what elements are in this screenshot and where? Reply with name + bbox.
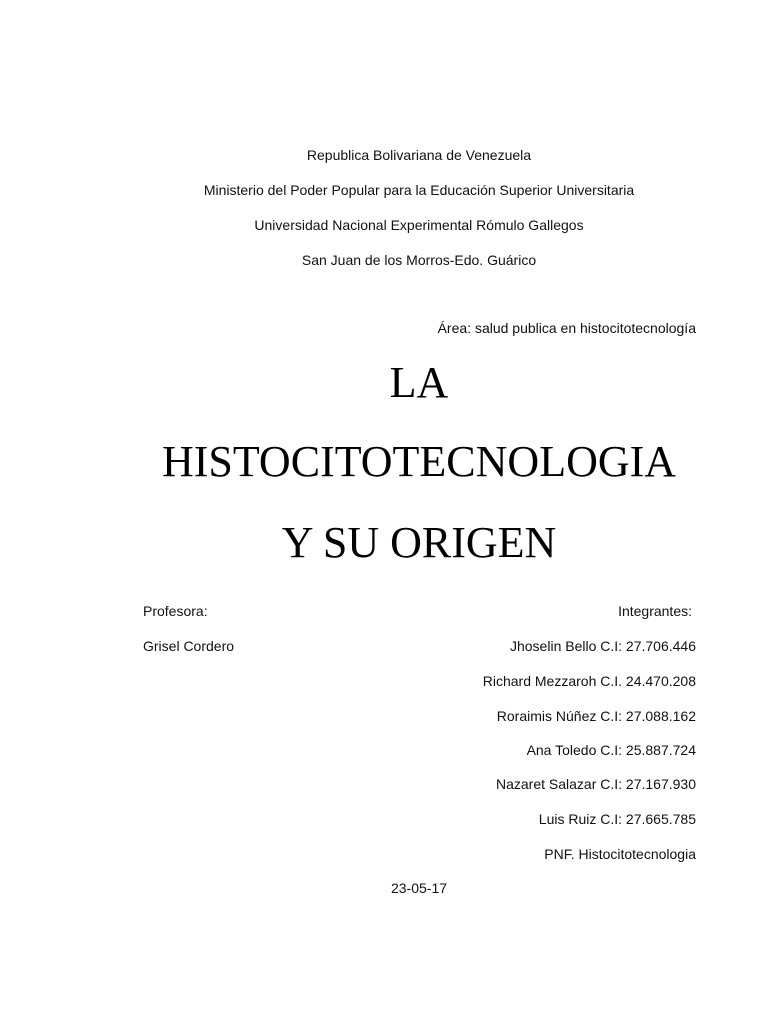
member-item: Jhoselin Bello C.I: 27.706.446 [509, 638, 696, 654]
member-item: Roraimis Núñez C.I: 27.088.162 [496, 708, 696, 724]
document-date: 23-05-17 [390, 880, 448, 896]
members-label: Integrantes: [618, 603, 692, 619]
area-label: Área: salud publica en histocitotecnología [437, 320, 696, 336]
title-line-2: HISTOCITOTECNOLOGIA [161, 437, 677, 486]
header-location: San Juan de los Morros-Edo. Guárico [301, 252, 537, 268]
member-item: Ana Toledo C.I: 25.887.724 [526, 742, 696, 758]
member-item: Richard Mezzaroh C.I. 24.470.208 [482, 673, 696, 689]
member-item: Luis Ruiz C.I: 27.665.785 [538, 811, 696, 827]
title-line-1: LA [389, 358, 449, 407]
member-item: Nazaret Salazar C.I: 27.167.930 [495, 776, 696, 792]
header-ministry: Ministerio del Poder Popular para la Educación Superior Universitaria [203, 182, 635, 198]
professor-label: Profesora: [143, 603, 208, 619]
program-label: PNF. Histocitotecnologia [544, 846, 696, 862]
professor-name: Grisel Cordero [143, 638, 235, 654]
header-country: Republica Bolivariana de Venezuela [306, 147, 532, 163]
title-line-3: Y SU ORIGEN [281, 518, 557, 567]
header-university: Universidad Nacional Experimental Rómulo Gallegos [254, 217, 584, 233]
